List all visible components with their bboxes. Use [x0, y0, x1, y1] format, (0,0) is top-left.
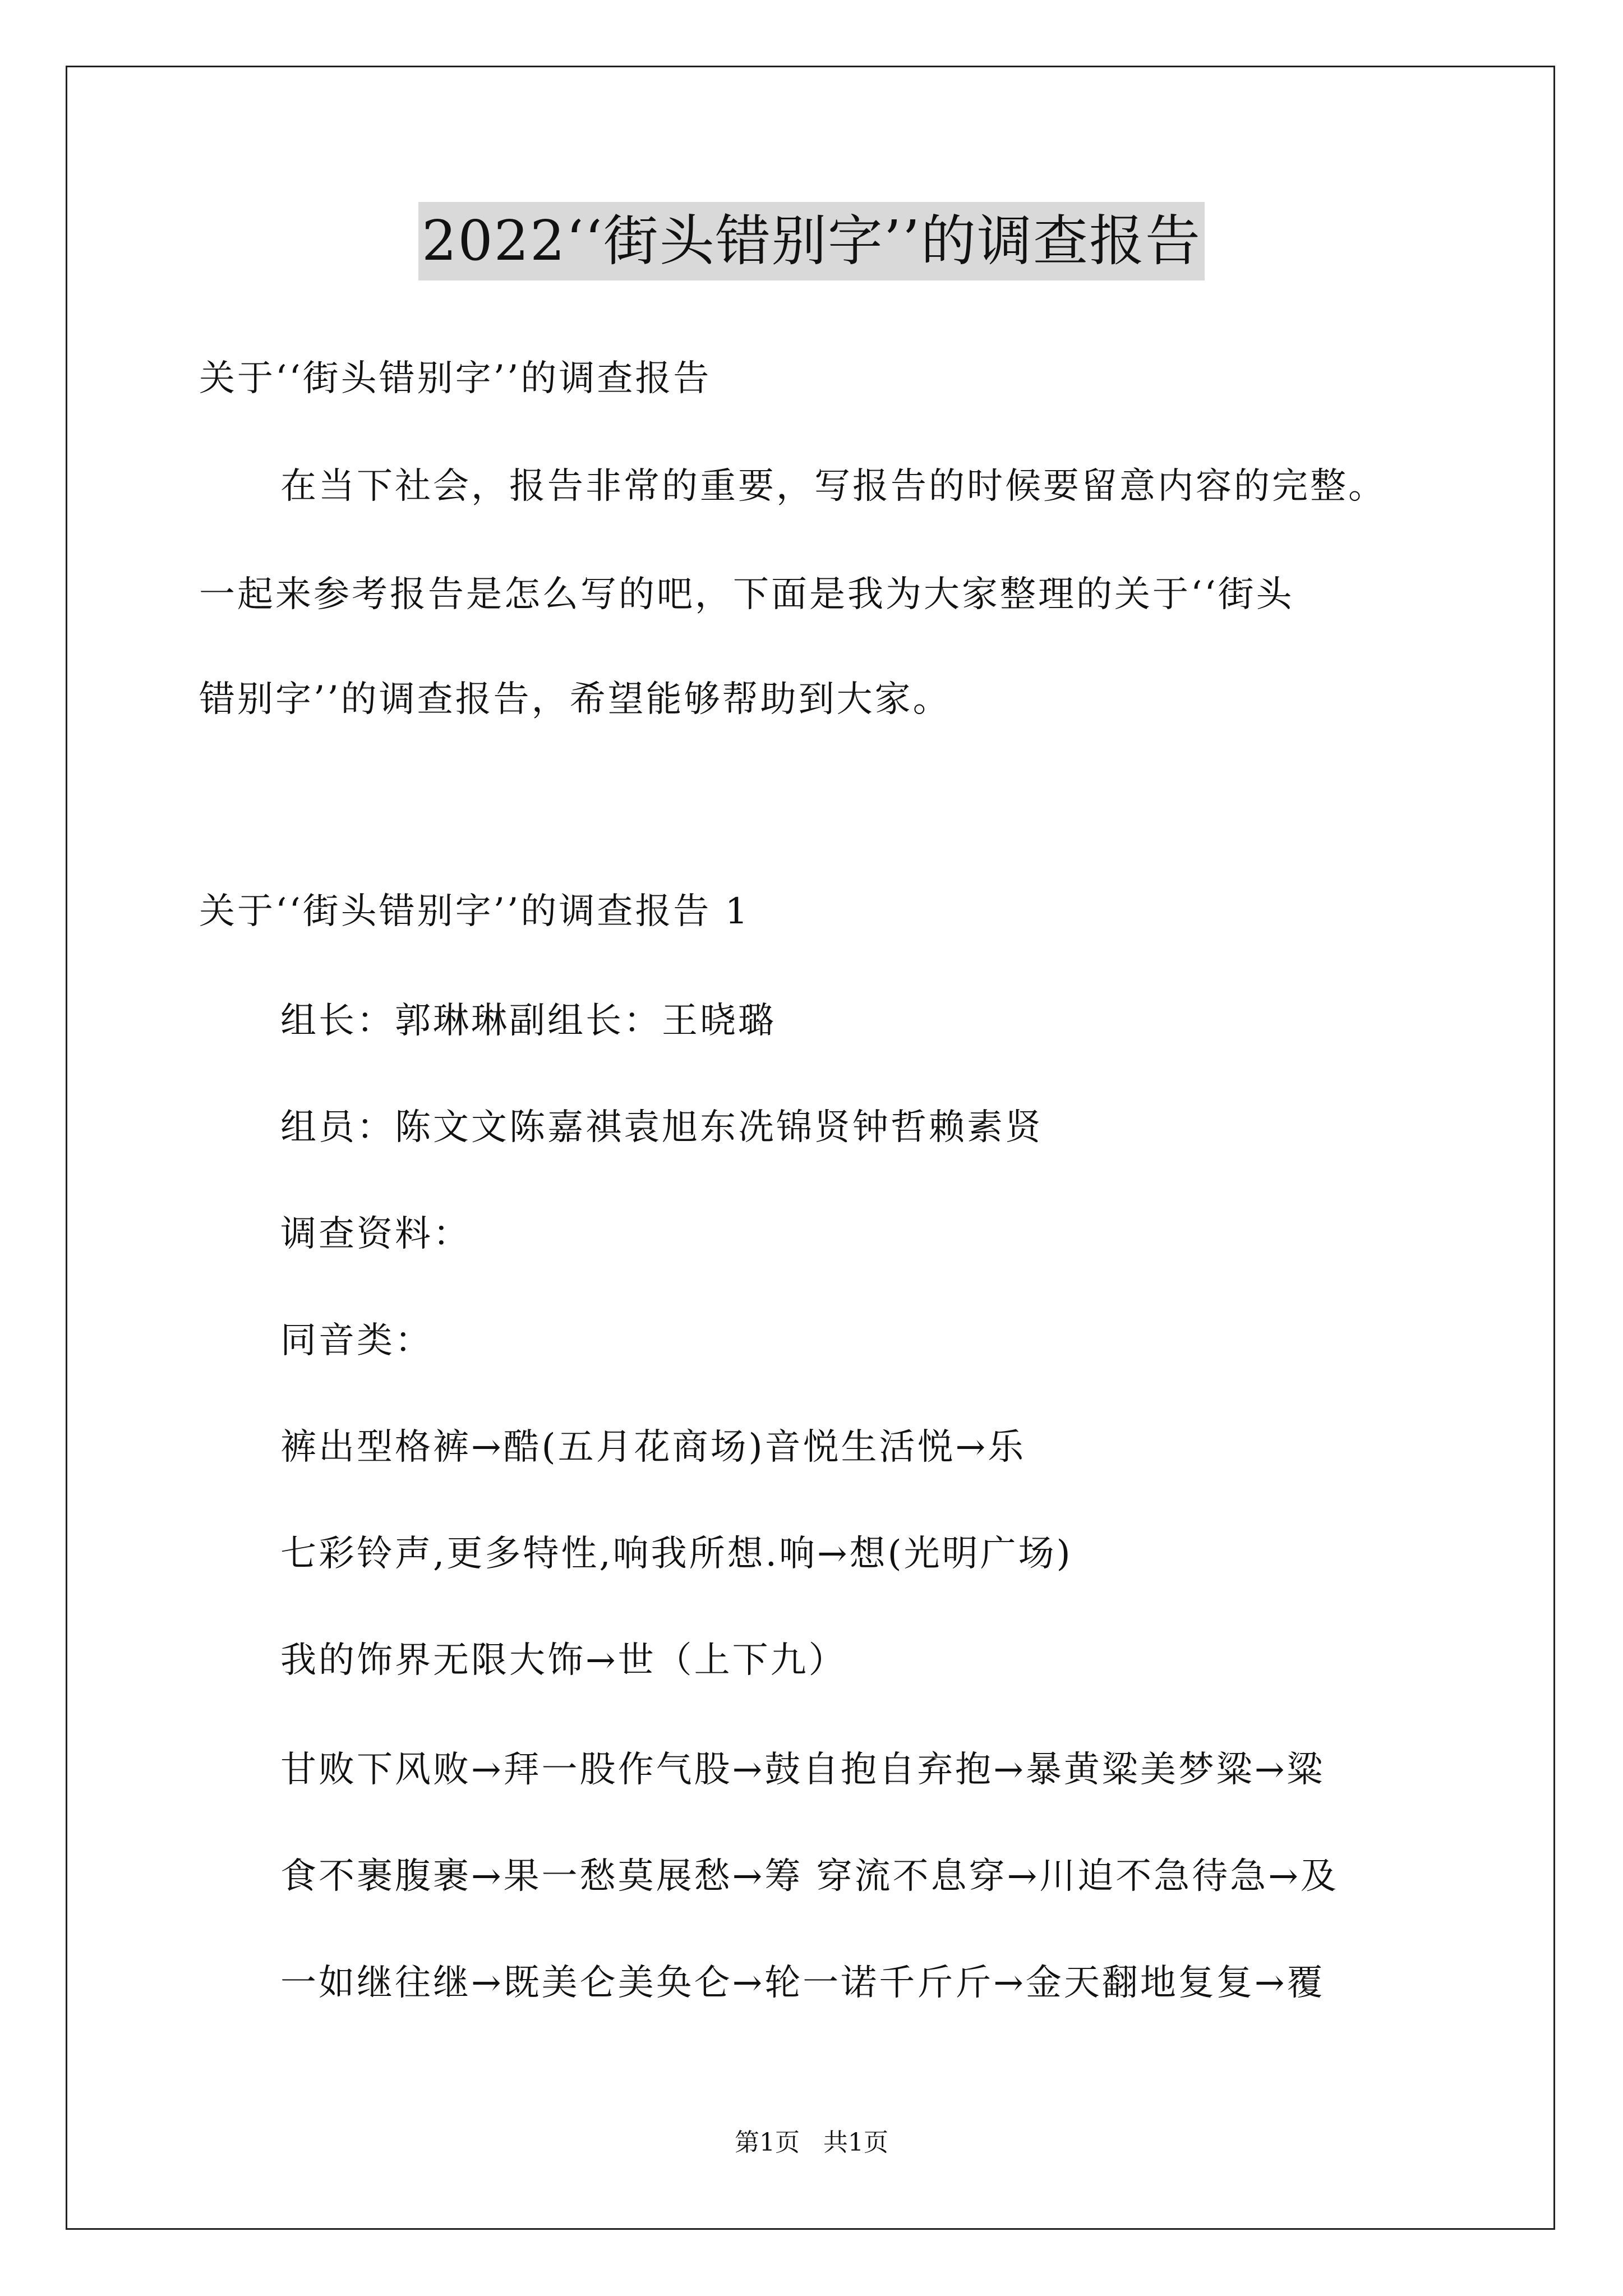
intro-line-1: 在当下社会，报告非常的重要，写报告的时候要留意内容的完整。: [280, 466, 1386, 507]
example-line: 我的饰界无限大饰→世（上下九）: [280, 1640, 847, 1681]
intro-line-2: 一起来参考报告是怎么写的吧，下面是我为大家整理的关于‘‘街头: [199, 574, 1294, 615]
example-line: 裤出型格裤→酷(五月花商场)音悦生活悦→乐: [280, 1427, 1026, 1468]
example-line: 七彩铃声,更多特性,响我所想.响→想(光明广场): [280, 1533, 1073, 1575]
example-line: 食不裹腹裹→果一愁莫展愁→筹 穿流不息穿→川迫不急待急→及: [280, 1856, 1339, 1897]
category-label: 同音类：: [280, 1320, 433, 1361]
page-footer: 第1页 共1页: [735, 2128, 888, 2157]
title-container: [0, 202, 1623, 280]
survey-label: 调查资料：: [280, 1213, 471, 1255]
document-title: 2022‘‘街头错别字’’的调查报告: [418, 202, 1205, 280]
leaders-line: 组长：郭琳琳副组长：王晓璐: [280, 1000, 776, 1042]
section-title: 关于‘‘街头错别字’’的调查报告 1: [199, 891, 750, 932]
subtitle: 关于‘‘街头错别字’’的调查报告: [199, 358, 712, 399]
members-line: 组员：陈文文陈嘉祺袁旭东冼锦贤钟哲赖素贤: [280, 1107, 1043, 1148]
intro-line-3: 错别字’’的调查报告，希望能够帮助到大家。: [199, 679, 951, 720]
example-line: 一如继往继→既美仑美奂仑→轮一诺千斤斤→金天翻地复复→覆: [280, 1962, 1325, 2004]
example-line: 甘败下风败→拜一股作气股→鼓自抱自弃抱→暴黄粱美梦粱→粱: [280, 1749, 1325, 1791]
